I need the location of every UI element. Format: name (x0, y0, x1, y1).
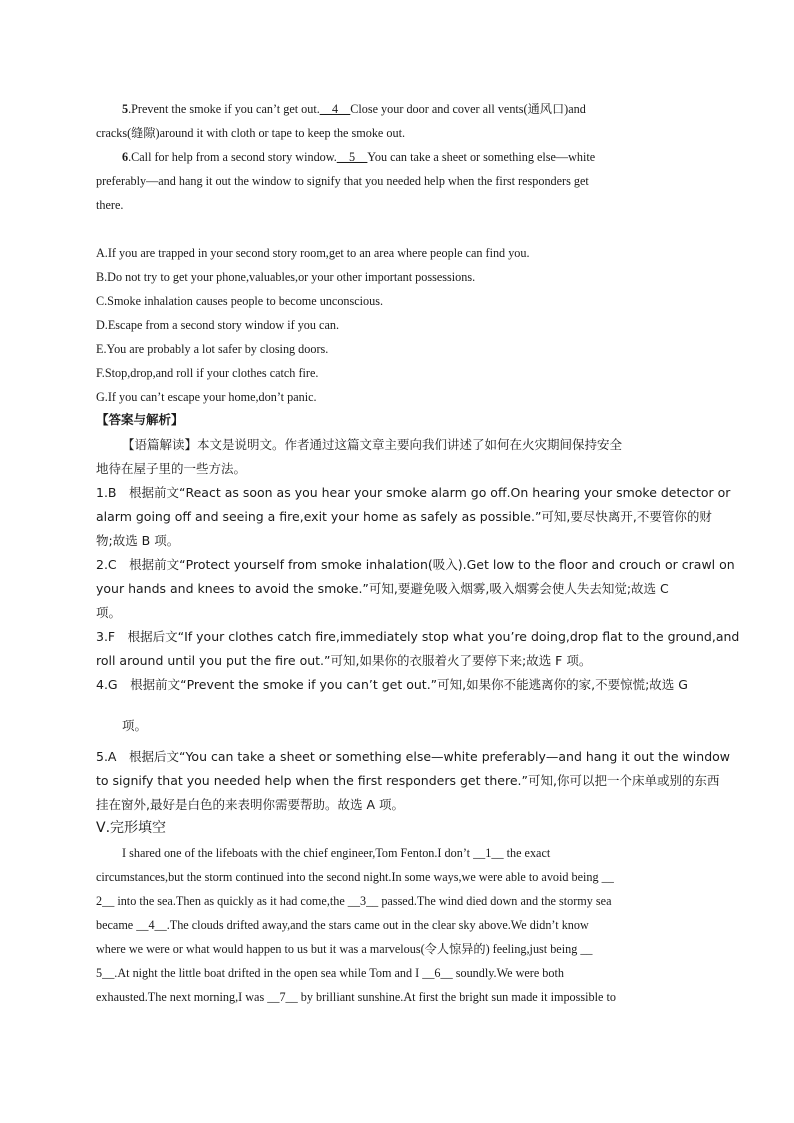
explanation-line: 项。 (122, 718, 148, 733)
cloze-line: became __4__.The clouds drifted away,and the stars came out in the clear sky above.We didn’t know (96, 918, 589, 932)
item-6-line-1: 6.Call for help from a second story window.__5__You can take a sheet or something else—white (122, 150, 596, 164)
explanation-line: 4.G 根据前文“Prevent the smoke if you can’t get out.”可知,如果你不能逃离你的家,不要惊慌;故选 G (96, 677, 688, 692)
explanation-line: roll around until you put the fire out.”可知,如果你的衣服着火了要停下来;故选 F 项。 (96, 653, 592, 668)
option-b: B.Do not try to get your phone,valuables,or your other important possessions. (96, 270, 476, 284)
explanation-line: 5.A 根据后文“You can take a sheet or something else—white preferably—and hang it out the window (96, 749, 730, 764)
cloze-line: exhausted.The next morning,I was __7__ by brilliant sunshine.At first the bright sun made it impossible to (96, 990, 616, 1004)
option-a: A.If you are trapped in your second story room,get to an area where people can find you. (96, 246, 530, 260)
explanation-line: 3.F 根据后文“If your clothes catch fire,immediately stop what you’re doing,drop flat to the ground,and (96, 629, 740, 644)
explanation-line: 挂在窗外,最好是白色的来表明你需要帮助。故选 A 项。 (96, 797, 404, 812)
item-6-line-2: preferably—and hang it out the window to signify that you needed help when the first responders get (96, 174, 589, 188)
explanation-line: 物;故选 B 项。 (96, 533, 180, 548)
explanation-line: your hands and knees to avoid the smoke.”可知,要避免吸入烟雾,吸入烟雾会使人失去知觉;故选 C (96, 581, 669, 596)
item-6-line-3: there. (96, 198, 124, 212)
cloze-line: where we were or what would happen to us but it was a marvelous(令人惊异的) feeling,just being __ (96, 942, 593, 956)
cloze-line: circumstances,but the storm continued into the second night.In some ways,we were able to avoid being __ (96, 870, 614, 884)
blank-5: __5__ (336, 150, 368, 164)
option-d: D.Escape from a second story window if you can. (96, 318, 340, 332)
answer-heading: 【答案与解析】 (96, 412, 184, 427)
option-f: F.Stop,drop,and roll if your clothes catch fire. (96, 366, 319, 380)
option-c: C.Smoke inhalation causes people to become unconscious. (96, 294, 384, 308)
blank-4: __4__ (319, 102, 351, 116)
cloze-line: I shared one of the lifeboats with the chief engineer,Tom Fenton.I don’t __1__ the exact (122, 846, 551, 860)
item-5-line-1: 5.Prevent the smoke if you can’t get out.__4__Close your door and cover all vents(通风口)and (122, 102, 586, 116)
passage-intro-line-1: 【语篇解读】本文是说明文。作者通过这篇文章主要向我们讲述了如何在火灾期间保持安全 (122, 437, 623, 452)
option-e: E.You are probably a lot safer by closing doors. (96, 342, 329, 356)
explanation-line: 项。 (96, 605, 122, 620)
item-5-line-2: cracks(缝隙)around it with cloth or tape to keep the smoke out. (96, 126, 406, 140)
explanation-line: alarm going off and seeing a fire,exit your home as safely as possible.”可知,要尽快离开,不要管你的财 (96, 509, 712, 524)
explanation-line: to signify that you needed help when the first responders get there.”可知,你可以把一个床单或别的东西 (96, 773, 720, 788)
explanation-line: 1.B 根据前文“React as soon as you hear your smoke alarm go off.On hearing your smoke detector or (96, 485, 731, 500)
cloze-line: 5__.At night the little boat drifted in the open sea while Tom and I __6__ soundly.We were both (96, 966, 564, 980)
explanation-line: 2.C 根据前文“Protect yourself from smoke inhalation(吸入).Get low to the floor and crouch or crawl on (96, 557, 735, 572)
option-g: G.If you can’t escape your home,don’t panic. (96, 390, 317, 404)
section-title: Ⅴ.完形填空 (96, 820, 167, 836)
passage-intro-line-2: 地待在屋子里的一些方法。 (96, 461, 247, 476)
cloze-line: 2__ into the sea.Then as quickly as it had come,the __3__ passed.The wind died down and the stormy sea (96, 894, 612, 908)
